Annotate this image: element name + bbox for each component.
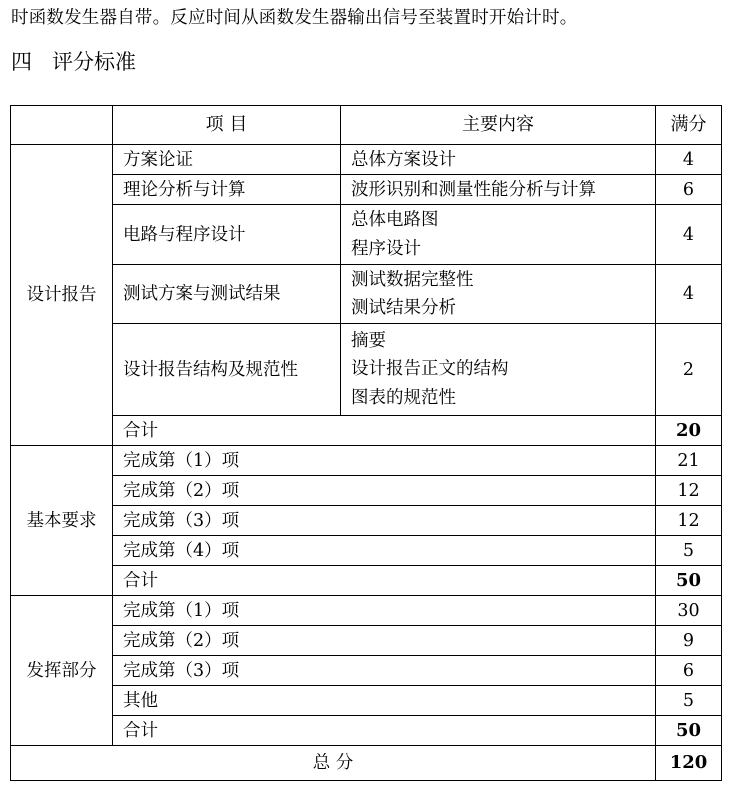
content-cell: [341, 205, 656, 265]
table-row: [11, 446, 722, 476]
header-score: 满分: [656, 106, 722, 145]
score-cell: 5: [656, 536, 722, 566]
table-row: [11, 686, 722, 716]
item-cell: 方案论证: [113, 145, 341, 175]
item-cell: 完成第（4）项: [113, 536, 656, 566]
subtotal-score: 50: [656, 716, 722, 746]
item-cell: 完成第（2）项: [113, 476, 656, 506]
score-cell: 9: [656, 626, 722, 656]
table-header-row: [11, 106, 722, 145]
table-row: [11, 205, 722, 265]
score-cell: 21: [656, 446, 722, 476]
section-heading: [11, 46, 136, 76]
item-cell: 测试方案与测试结果: [113, 265, 341, 324]
section-label-report: 设计报告: [11, 145, 113, 446]
table-row: [11, 626, 722, 656]
item-cell: 其他: [113, 686, 656, 716]
subtotal-label: 合计: [113, 566, 656, 596]
content-line: 图表的规范性: [351, 387, 456, 408]
content-cell: 总体方案设计: [341, 145, 656, 175]
content-line: 测试结果分析: [351, 298, 456, 318]
subtotal-label: 合计: [113, 416, 656, 446]
content-cell: [341, 324, 656, 416]
table-row: [11, 324, 722, 416]
subtotal-score: 20: [656, 416, 722, 446]
score-cell: 6: [656, 175, 722, 205]
score-cell: 12: [656, 506, 722, 536]
item-cell: 完成第（3）项: [113, 506, 656, 536]
score-cell: 12: [656, 476, 722, 506]
content-line: 测试数据完整性: [351, 269, 474, 290]
subtotal-row: [11, 566, 722, 596]
score-cell: 4: [656, 205, 722, 265]
score-cell: 4: [656, 265, 722, 324]
scoring-table: [10, 105, 722, 781]
grand-total-label: 总 分: [11, 746, 656, 781]
table-row: [11, 145, 722, 175]
section-label-basic: 基本要求: [11, 446, 113, 596]
header-blank: [11, 106, 113, 145]
header-content: 主要内容: [341, 106, 656, 145]
item-cell: 完成第（1）项: [113, 596, 656, 626]
section-number: 四: [11, 50, 32, 74]
item-cell: 理论分析与计算: [113, 175, 341, 205]
table-row: [11, 506, 722, 536]
content-line: 设计报告正文的结构: [351, 359, 509, 380]
content-cell: [341, 265, 656, 324]
table-row: [11, 265, 722, 324]
item-cell: 设计报告结构及规范性: [113, 324, 341, 416]
score-cell: 2: [656, 324, 722, 416]
content-line: 总体电路图: [351, 210, 439, 230]
table-row: [11, 175, 722, 205]
table-row: [11, 536, 722, 566]
score-cell: 5: [656, 686, 722, 716]
subtotal-row: [11, 716, 722, 746]
subtotal-score: 50: [656, 566, 722, 596]
section-label-advanced: 发挥部分: [11, 596, 113, 746]
score-cell: 4: [656, 145, 722, 175]
table-row: [11, 476, 722, 506]
header-item: 项 目: [113, 106, 341, 145]
section-title: 评分标准: [52, 50, 136, 74]
item-cell: 完成第（1）项: [113, 446, 656, 476]
table-row: [11, 596, 722, 626]
item-cell: 完成第（3）项: [113, 656, 656, 686]
intro-paragraph: 时函数发生器自带。反应时间从函数发生器输出信号至装置时开始计时。: [11, 8, 578, 28]
content-line: 程序设计: [351, 238, 421, 259]
content-cell: 波形识别和测量性能分析与计算: [341, 175, 656, 205]
subtotal-label: 合计: [113, 716, 656, 746]
score-cell: 30: [656, 596, 722, 626]
item-cell: 电路与程序设计: [113, 205, 341, 265]
grand-total-score: 120: [656, 746, 722, 781]
subtotal-row: [11, 416, 722, 446]
grand-total-row: [11, 746, 722, 781]
score-cell: 6: [656, 656, 722, 686]
content-line: 摘要: [351, 330, 386, 351]
table-row: [11, 656, 722, 686]
item-cell: 完成第（2）项: [113, 626, 656, 656]
